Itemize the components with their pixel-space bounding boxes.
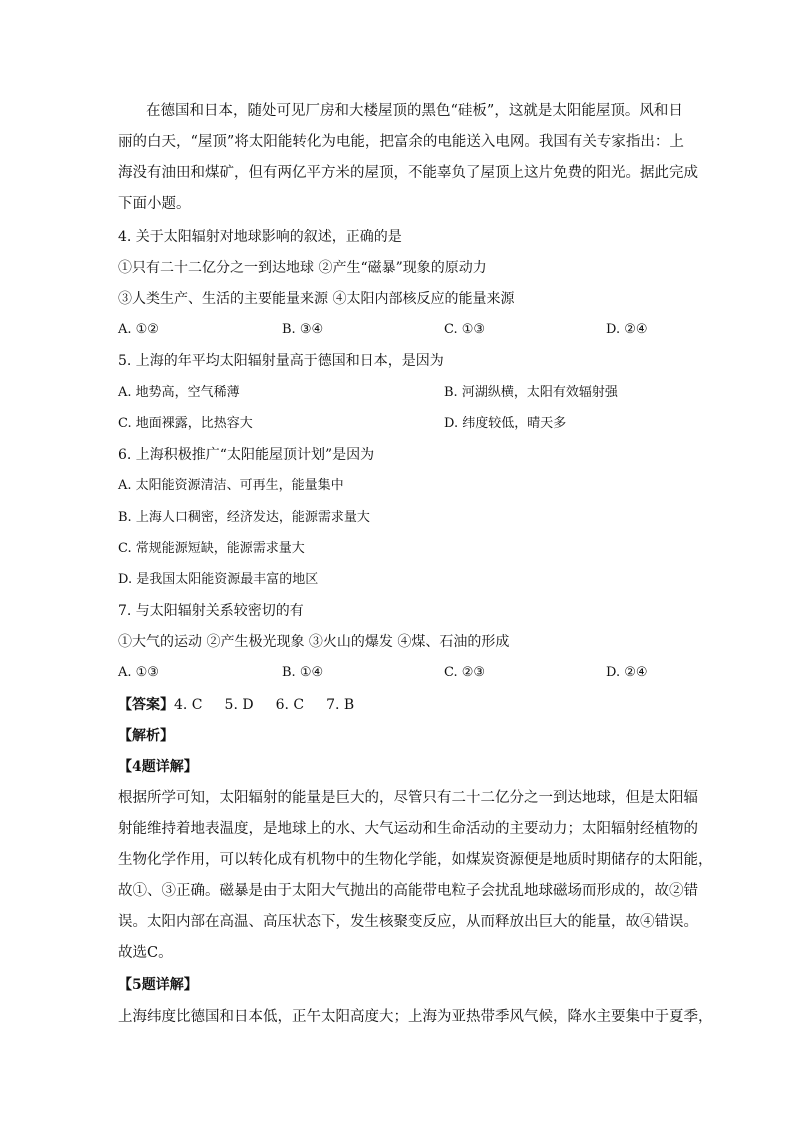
- q7-option-c: C. ②③: [444, 665, 486, 680]
- answer-label: 【答案】: [118, 697, 174, 713]
- answer-line: [118, 696, 376, 714]
- q5-stem: 5. 上海的年平均太阳辐射量高于德国和日本，是因为: [118, 353, 444, 369]
- q6-option-a: A. 太阳能资源清洁、可再生，能量集中: [118, 478, 344, 493]
- detail4-label: 【4题详解】: [118, 759, 198, 775]
- q7-option-a: A. ①③: [118, 665, 159, 680]
- answer-item: 7. B: [326, 697, 355, 713]
- analysis-label: 【解析】: [118, 728, 174, 744]
- intro-line-2: 丽的白天，“屋顶”将太阳能转化为电能，把富余的电能送入电网。我国有关专家指出：上: [118, 134, 684, 150]
- q5-option-b: B. 河湖纵横，太阳有效辐射强: [444, 385, 618, 400]
- q4-items-1: ①只有二十二亿分之一到达地球 ②产生“磁暴”现象的原动力: [118, 260, 487, 276]
- q5-option-c: C. 地面裸露，比热容大: [118, 416, 253, 431]
- q7-option-d: D. ②④: [606, 665, 648, 680]
- q4-items-2: ③人类生产、生活的主要能量来源 ④太阳内部核反应的能量来源: [118, 291, 515, 307]
- detail4-line-1: 根据所学可知，太阳辐射的能量是巨大的，尽管只有二十二亿分之一到达地球，但是太阳辐: [118, 790, 698, 806]
- q7-stem: 7. 与太阳辐射关系较密切的有: [118, 603, 304, 619]
- answer-item: 4. C: [174, 697, 203, 713]
- intro-line-3: 海没有油田和煤矿，但有两亿平方米的屋顶，不能辜负了屋顶上这片免费的阳光。据此完成: [118, 165, 698, 181]
- intro-line-1: 在德国和日本，随处可见厂房和大楼屋顶的黑色“硅板”，这就是太阳能屋顶。风和日: [146, 103, 683, 119]
- q4-option-d: D. ②④: [606, 322, 648, 337]
- q7-items: ①大气的运动 ②产生极光现象 ③火山的爆发 ④煤、石油的形成: [118, 634, 510, 650]
- answer-item: 5. D: [224, 697, 254, 713]
- intro-line-4: 下面小题。: [118, 196, 191, 212]
- detail4-line-3: 生物化学作用，可以转化成有机物中的生物化学能，如煤炭资源便是地质时期储存的太阳能，: [118, 852, 713, 868]
- answer-item: 6. C: [275, 697, 305, 713]
- detail4-line-2: 射能维持着地表温度，是地球上的水、大气运动和生命活动的主要动力；太阳辐射经植物的: [118, 821, 698, 837]
- q6-option-c: C. 常规能源短缺，能源需求量大: [118, 541, 305, 556]
- q6-option-d: D. 是我国太阳能资源最丰富的地区: [118, 572, 319, 587]
- q6-stem: 6. 上海积极推广“太阳能屋顶计划”是因为: [118, 447, 375, 463]
- q4-option-b: B. ③④: [282, 322, 324, 337]
- detail5-line-1: 上海纬度比德国和日本低，正午太阳高度大；上海为亚热带季风气候，降水主要集中于夏季，: [118, 1009, 713, 1025]
- q7-option-b: B. ①④: [282, 665, 324, 680]
- q4-option-c: C. ①③: [444, 322, 486, 337]
- q6-option-b: B. 上海人口稠密，经济发达，能源需求量大: [118, 510, 370, 525]
- detail4-line-4: 故①、③正确。磁暴是由于太阳大气抛出的高能带电粒子会扰乱地球磁场而形成的，故②错: [118, 883, 698, 899]
- q4-option-a: A. ①②: [118, 322, 159, 337]
- detail4-line-6: 故选C。: [118, 945, 173, 961]
- q5-option-d: D. 纬度较低，晴天多: [444, 416, 567, 431]
- detail4-line-5: 误。太阳内部在高温、高压状态下，发生核聚变反应，从而释放出巨大的能量，故④错误。: [118, 914, 698, 930]
- q4-stem: 4. 关于太阳辐射对地球影响的叙述，正确的是: [118, 229, 402, 245]
- detail5-label: 【5题详解】: [118, 977, 198, 993]
- q5-option-a: A. 地势高，空气稀薄: [118, 385, 240, 400]
